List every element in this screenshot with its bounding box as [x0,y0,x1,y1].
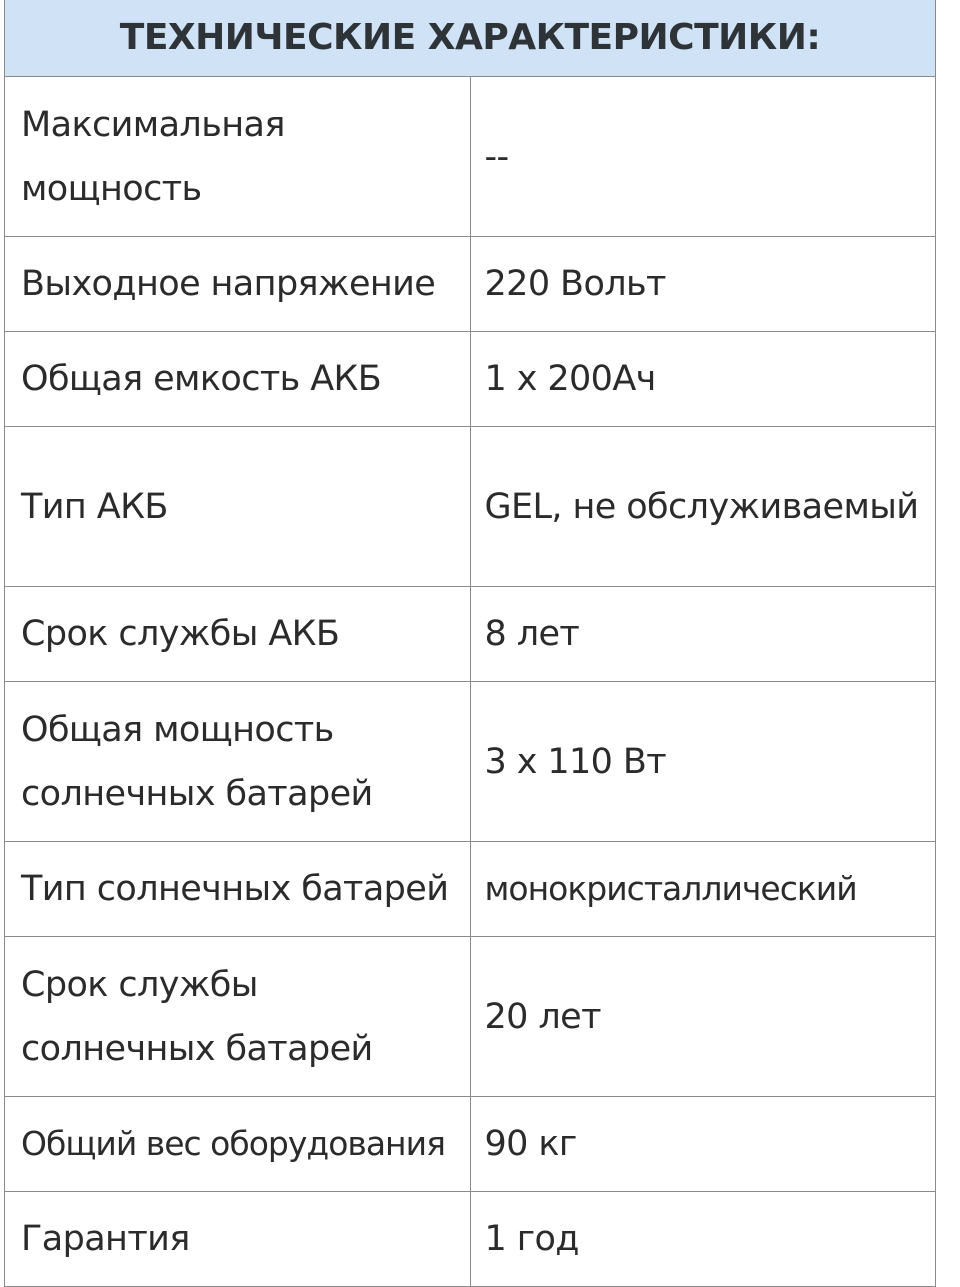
spec-label: Общий вес оборудования [5,1097,471,1192]
spec-label: Максимальная мощность [5,77,471,237]
spec-value: GEL, не обслуживаемый [470,427,936,587]
table-row [5,77,936,237]
table-row [5,427,936,587]
spec-label: Выходное напряжение [5,237,471,332]
specifications-table [4,0,936,1287]
spec-label: Тип АКБ [5,427,471,587]
table-row [5,842,936,937]
spec-value: 1 год [470,1192,936,1287]
table-row [5,332,936,427]
spec-value: монокристаллический [470,842,936,937]
spec-label: Срок службы АКБ [5,587,471,682]
spec-label: Гарантия [5,1192,471,1287]
table-row [5,1192,936,1287]
table-row [5,1097,936,1192]
spec-value: 3 х 110 Вт [470,682,936,842]
spec-value: 8 лет [470,587,936,682]
table-header-row [5,0,936,77]
table-row [5,237,936,332]
table-row [5,937,936,1097]
spec-value: -- [470,77,936,237]
spec-label: Общая емкость АКБ [5,332,471,427]
spec-label: Общая мощность солнечных батарей [5,682,471,842]
spec-value: 20 лет [470,937,936,1097]
spec-value: 1 х 200Ач [470,332,936,427]
spec-label: Тип солнечных батарей [5,842,471,937]
table-row [5,682,936,842]
spec-label: Срок службы солнечных батарей [5,937,471,1097]
spec-value: 220 Вольт [470,237,936,332]
table-row [5,587,936,682]
table-title: ТЕХНИЧЕСКИЕ ХАРАКТЕРИСТИКИ: [5,0,936,77]
spec-value: 90 кг [470,1097,936,1192]
